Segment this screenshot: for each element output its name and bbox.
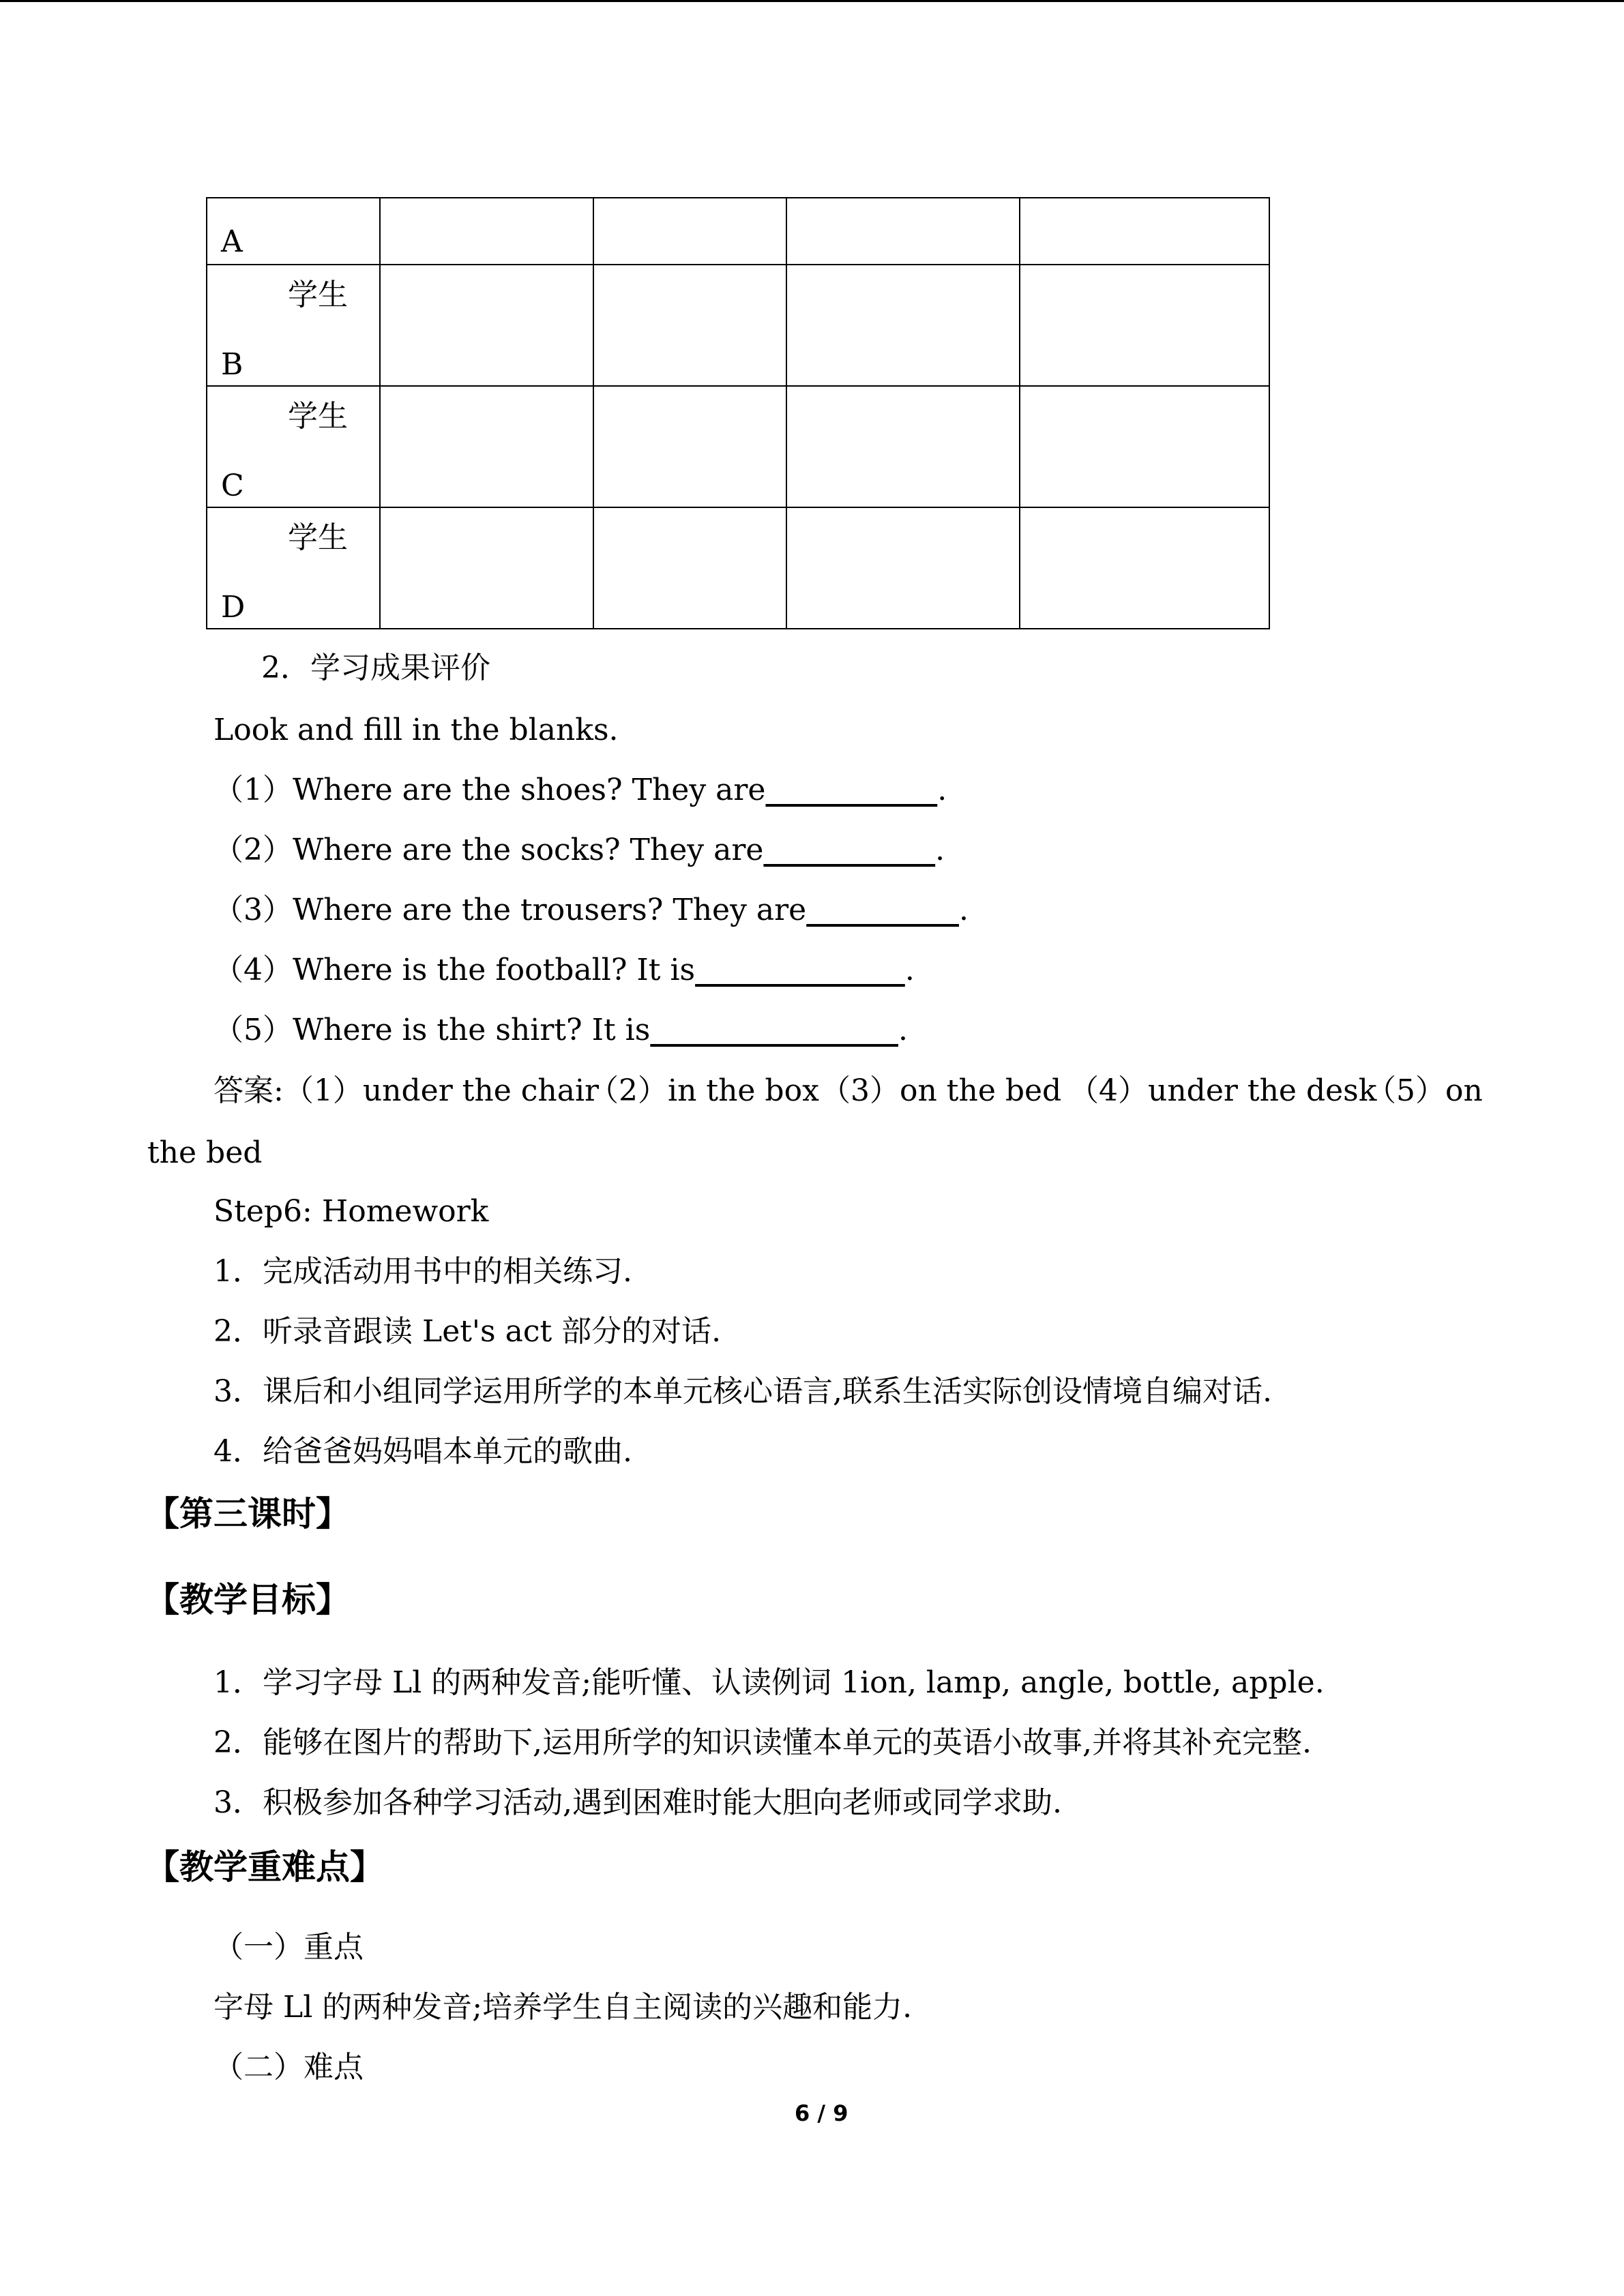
table-cell — [786, 386, 1020, 507]
table-cell — [1020, 265, 1269, 386]
table-cell — [786, 198, 1020, 265]
question-3 — [213, 895, 969, 925]
answer-blank — [695, 953, 905, 987]
student-letter: D — [221, 590, 246, 625]
table-cell — [593, 386, 786, 507]
answer-blank — [650, 1013, 898, 1047]
table-cell — [380, 265, 593, 386]
page-number: 6 / 9 — [795, 2100, 848, 2126]
student-letter: A — [221, 224, 243, 259]
table-cell — [786, 507, 1020, 629]
goal-item: 1．学习字母 Ll 的两种发音;能听懂、认读例词 1ion, lamp, angle, bottle, apple. — [213, 1665, 1325, 1700]
student-cell — [207, 507, 380, 629]
student-label: 学生 — [288, 399, 348, 434]
question-text: （5）Where is the shirt? It is — [213, 1013, 651, 1047]
question-end: . — [898, 1013, 908, 1047]
key-label: （一）重点 — [213, 1930, 364, 1965]
student-letter: B — [221, 347, 243, 382]
student-cell — [207, 198, 380, 265]
key-text: 字母 Ll 的两种发音;培养学生自主阅读的兴趣和能力. — [213, 1990, 913, 2025]
question-2 — [213, 835, 945, 865]
table-cell — [1020, 198, 1269, 265]
homework-item: 3．课后和小组同学运用所学的本单元核心语言,联系生活实际创设情境自编对话. — [213, 1374, 1272, 1409]
table-row — [207, 507, 1269, 629]
student-cell — [207, 386, 380, 507]
question-4 — [213, 955, 915, 985]
question-5 — [213, 1015, 908, 1045]
table-cell — [786, 265, 1020, 386]
homework-item: 4．给爸爸妈妈唱本单元的歌曲. — [213, 1434, 632, 1469]
table-cell — [380, 507, 593, 629]
answer-wrap: the bed — [147, 1135, 263, 1170]
question-end: . — [904, 953, 915, 987]
table-cell — [380, 198, 593, 265]
student-label: 学生 — [288, 278, 348, 312]
answer-blank — [765, 773, 937, 807]
homework-item: 1．完成活动用书中的相关练习. — [213, 1254, 632, 1289]
goal-item: 2．能够在图片的帮助下,运用所学的知识读懂本单元的英语小故事,并将其补充完整. — [213, 1725, 1312, 1760]
assessment-instruction: Look and fill in the blanks. — [213, 713, 619, 747]
table-row — [207, 265, 1269, 386]
answer-part: 答案:（1）under the chair — [213, 1073, 600, 1108]
student-cell — [207, 265, 380, 386]
goal-item: 3．积极参加各种学习活动,遇到困难时能大胆向老师或同学求助. — [213, 1785, 1062, 1820]
homework-title: Step6: Homework — [213, 1194, 489, 1229]
table-row — [207, 198, 1269, 265]
question-1 — [213, 775, 947, 805]
lesson-heading: 【第三课时】 — [145, 1494, 350, 1534]
difficult-label: （二）难点 — [213, 2050, 364, 2085]
question-end: . — [937, 773, 947, 807]
question-end: . — [959, 893, 969, 927]
assessment-title: 2．学习成果评价 — [261, 651, 490, 685]
answer-part: （2）in the box — [589, 1073, 819, 1108]
student-label: 学生 — [288, 520, 348, 555]
question-text: （2）Where are the socks? They are — [213, 833, 764, 867]
table-cell — [593, 507, 786, 629]
question-text: （1）Where are the shoes? They are — [213, 773, 766, 807]
table-cell — [1020, 386, 1269, 507]
homework-item: 2．听录音跟读 Let's act 部分的对话. — [213, 1314, 722, 1349]
goals-heading: 【教学目标】 — [145, 1580, 350, 1620]
table-cell — [593, 265, 786, 386]
answer-part: （3）on the bed — [821, 1073, 1062, 1108]
table-cell — [593, 198, 786, 265]
answer-blank — [806, 893, 959, 927]
student-letter: C — [221, 468, 244, 503]
keypoints-heading: 【教学重难点】 — [145, 1847, 384, 1887]
answer-part: （5）on — [1366, 1073, 1483, 1108]
answer-part: （4）under the desk — [1069, 1073, 1377, 1108]
answer-blank — [763, 833, 935, 867]
question-text: （4）Where is the football? It is — [213, 953, 696, 987]
evaluation-table — [206, 197, 1270, 629]
question-end: . — [935, 833, 945, 867]
table-cell — [380, 386, 593, 507]
question-text: （3）Where are the trousers? They are — [213, 893, 807, 927]
table-row — [207, 386, 1269, 507]
table-cell — [1020, 507, 1269, 629]
